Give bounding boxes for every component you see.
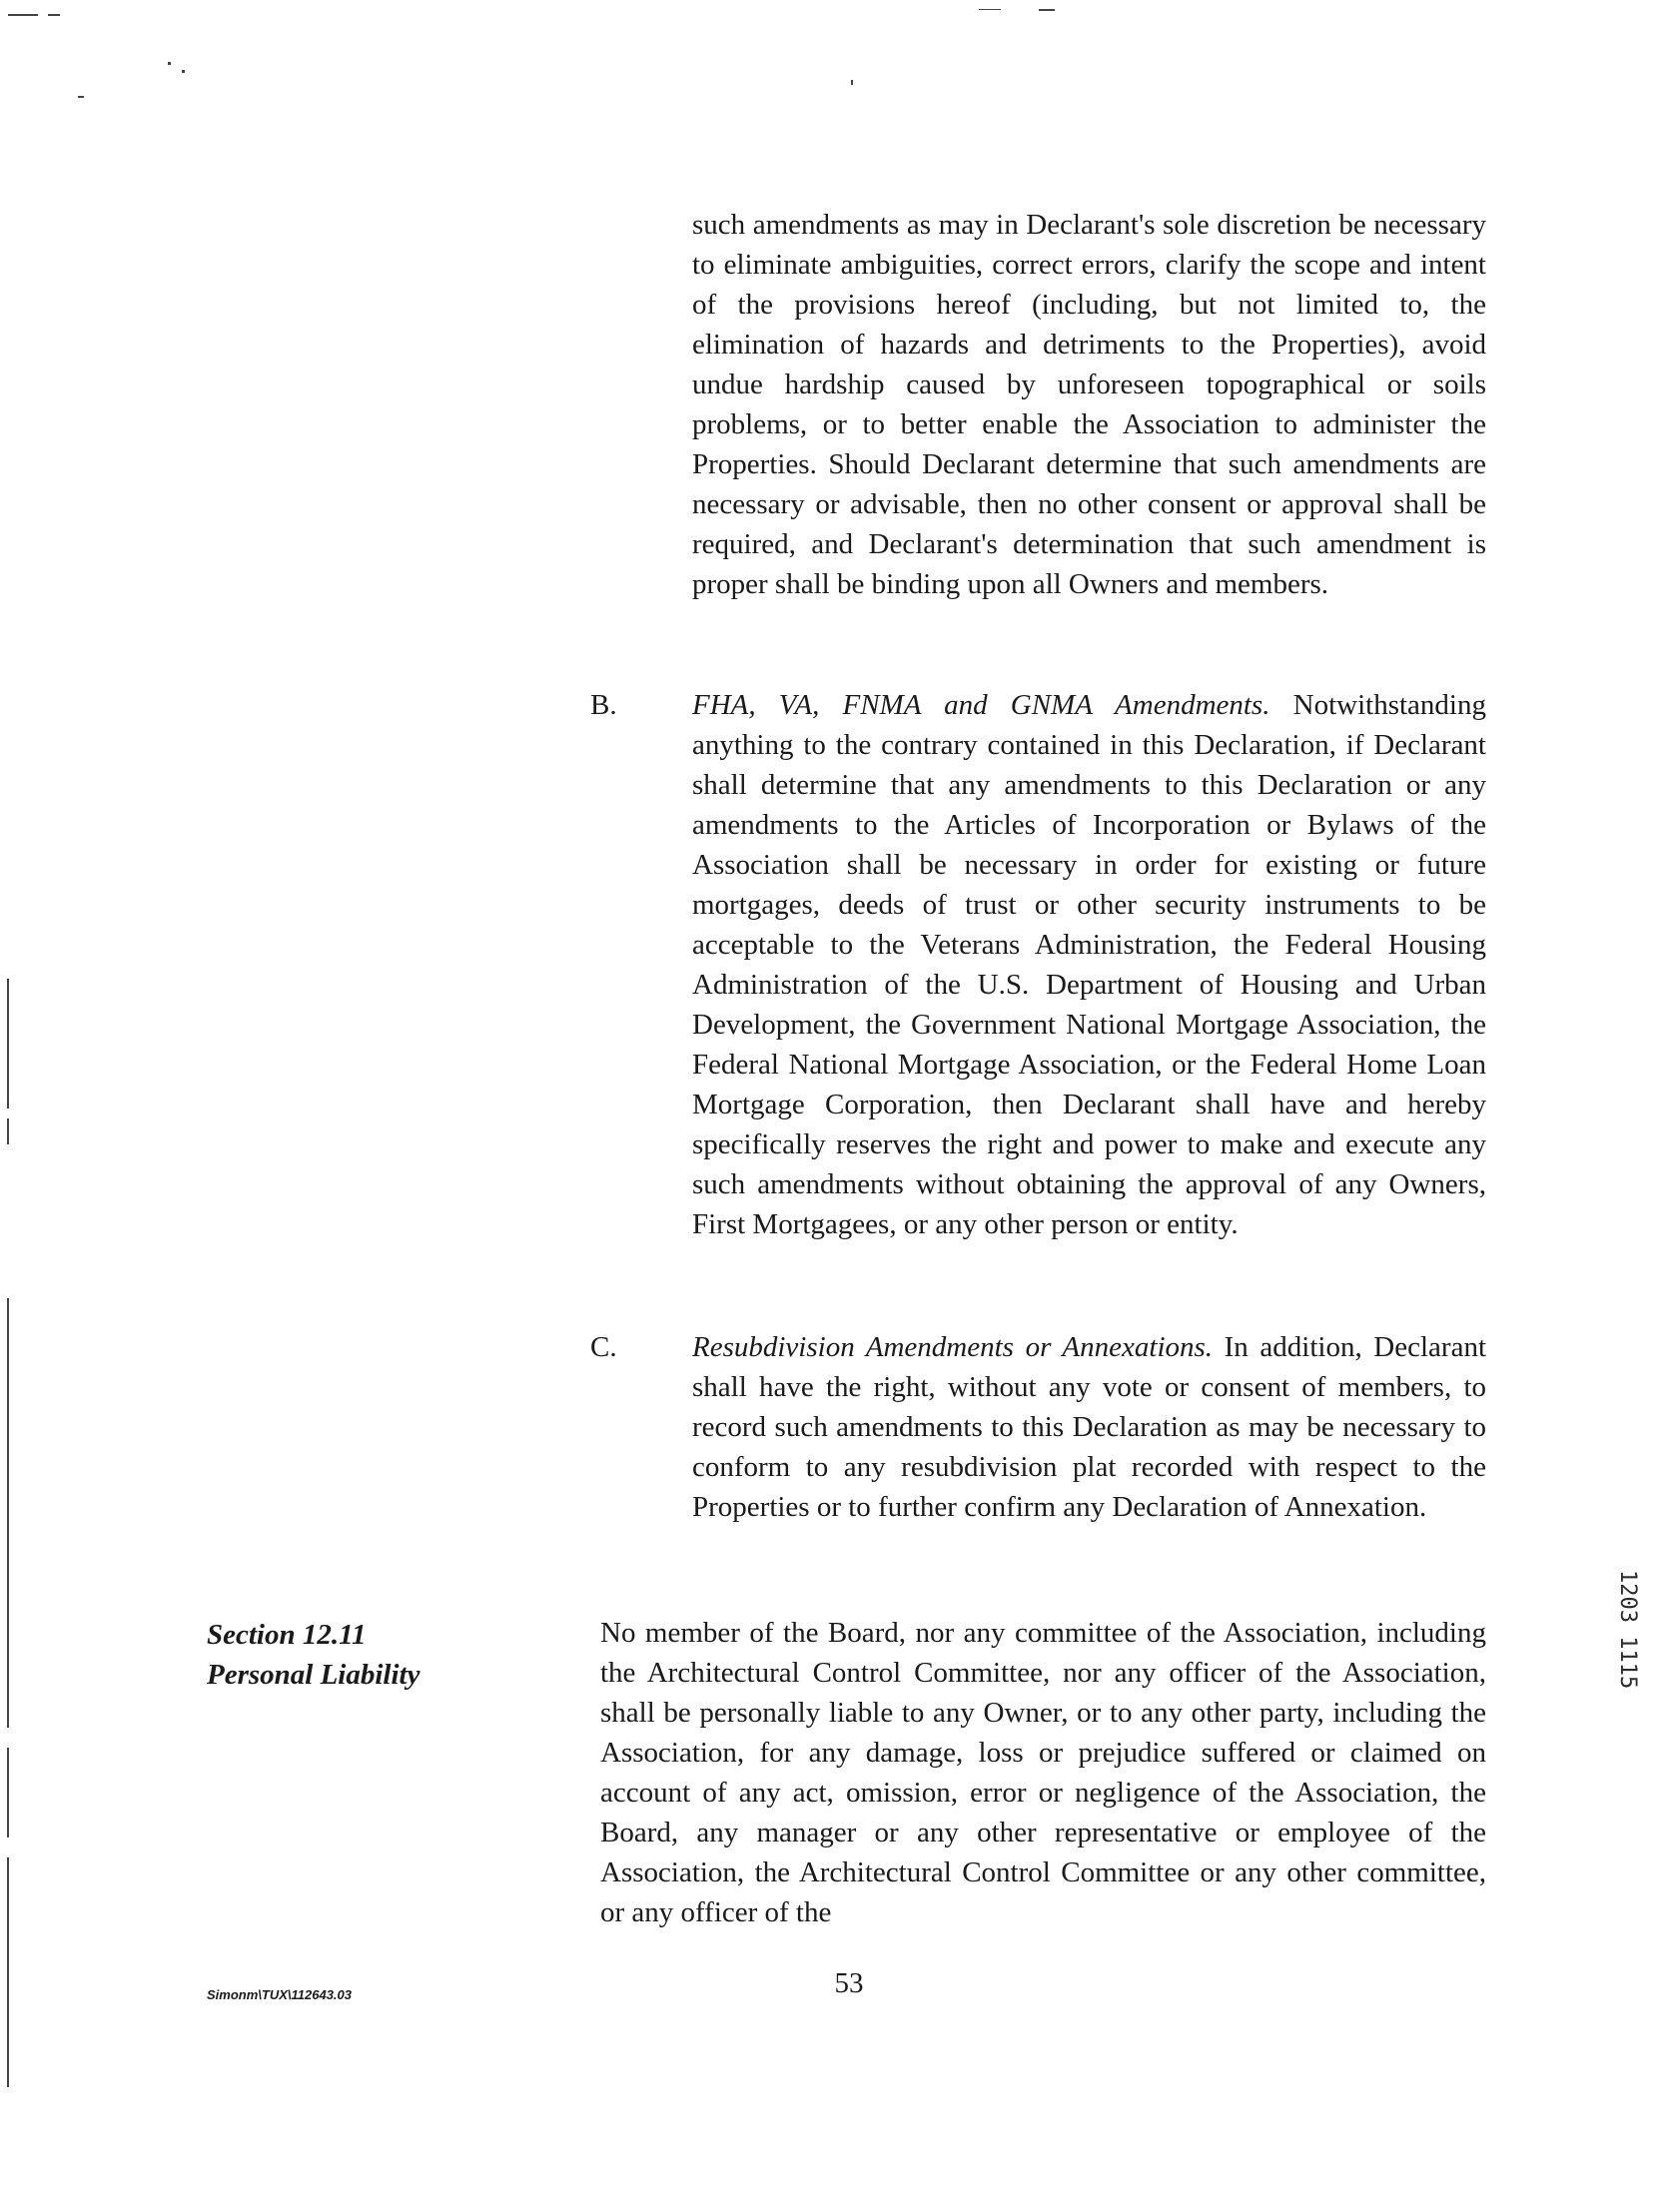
scan-mark bbox=[168, 62, 171, 65]
section-title: Personal Liability bbox=[207, 1659, 420, 1691]
intro-paragraph: such amendments as may in Declarant's sole discretion be necessary to eliminate ambiguities, correct errors, clarify the scope and intent of the provisions hereof (including, but not limited to, the elimination of hazards and detriments to the Properties), avoid undue hardship caused by unforeseen topographical or soils problems, or to better enable the Association to administer the Properties. Should Declarant determine that such amendments are necessary or advisable, then no other consent or approval shall be required, and Declarant's determination that such amendment is proper shall be binding upon all Owners and members. bbox=[692, 209, 1486, 600]
scan-mark bbox=[7, 979, 9, 1108]
item-body bbox=[692, 685, 1486, 1244]
section-number: Section 12.11 bbox=[207, 1619, 367, 1651]
section-body: No member of the Board, nor any committee of the Association, including the Architectural Control Committee, nor any officer of the Association, shall be personally liable to any Owner, or to any other party, including the Association, for any damage, loss or prejudice suffered or claimed on account of any act, omission, error or negligence of the Association, the Board, any manager or any other representative or employee of the Association, the Architectural Control Committee or any other committee, or any officer of the bbox=[600, 1617, 1486, 1928]
page-number: 53 bbox=[834, 1967, 864, 1999]
scan-mark bbox=[1039, 9, 1055, 11]
scan-mark bbox=[78, 96, 84, 98]
scan-mark bbox=[8, 14, 38, 16]
scan-mark bbox=[851, 80, 853, 85]
scan-mark bbox=[7, 1118, 9, 1144]
item-title: Resubdivision Amendments or Annexations. bbox=[692, 1331, 1214, 1363]
item-body bbox=[692, 1327, 1486, 1527]
scan-mark bbox=[7, 1748, 9, 1838]
footer-file-reference: Simonm\TUX\112643.03 bbox=[207, 1987, 352, 2002]
scan-mark bbox=[7, 1298, 9, 1728]
scan-mark bbox=[979, 9, 1001, 10]
margin-stamp: 1203 1115 bbox=[1615, 1570, 1640, 1690]
section-heading bbox=[207, 1615, 536, 1695]
item-title: FHA, VA, FNMA and GNMA Amendments. bbox=[692, 689, 1270, 721]
scan-mark bbox=[182, 70, 185, 73]
scan-mark bbox=[7, 1857, 9, 2087]
item-text: In addition, Declarant shall have the right, without any vote or consent of members, to record such amendments to this Declaration as may be necessary to conform to any resubdivision plat recorded with respect to the Properties or to further confirm any Declaration of Annexation. bbox=[692, 1331, 1487, 1523]
scan-mark bbox=[48, 14, 60, 16]
item-text: Notwithstanding anything to the contrary contained in this Declaration, if Declarant shall determine that any amendments to this Declaration or any amendments to the Articles of Incorporation or Bylaws of the Association shall be necessary in order for existing or future mortgages, deeds of trust or other security instruments to be acceptable to the Veterans Administration, the Federal Housing Administration of the U.S. Department of Housing and Urban Development, the Government National Mortgage Association, the Federal National Mortgage Association, or the Federal Home Loan Mortgage Corporation, then Declarant shall have and hereby specifically reserves the right and power to make and execute any such amendments without obtaining the approval of any Owners, First Mortgagees, or any other person or entity. bbox=[692, 689, 1486, 1240]
item-letter: C. bbox=[590, 1331, 617, 1363]
item-letter: B. bbox=[590, 689, 617, 721]
